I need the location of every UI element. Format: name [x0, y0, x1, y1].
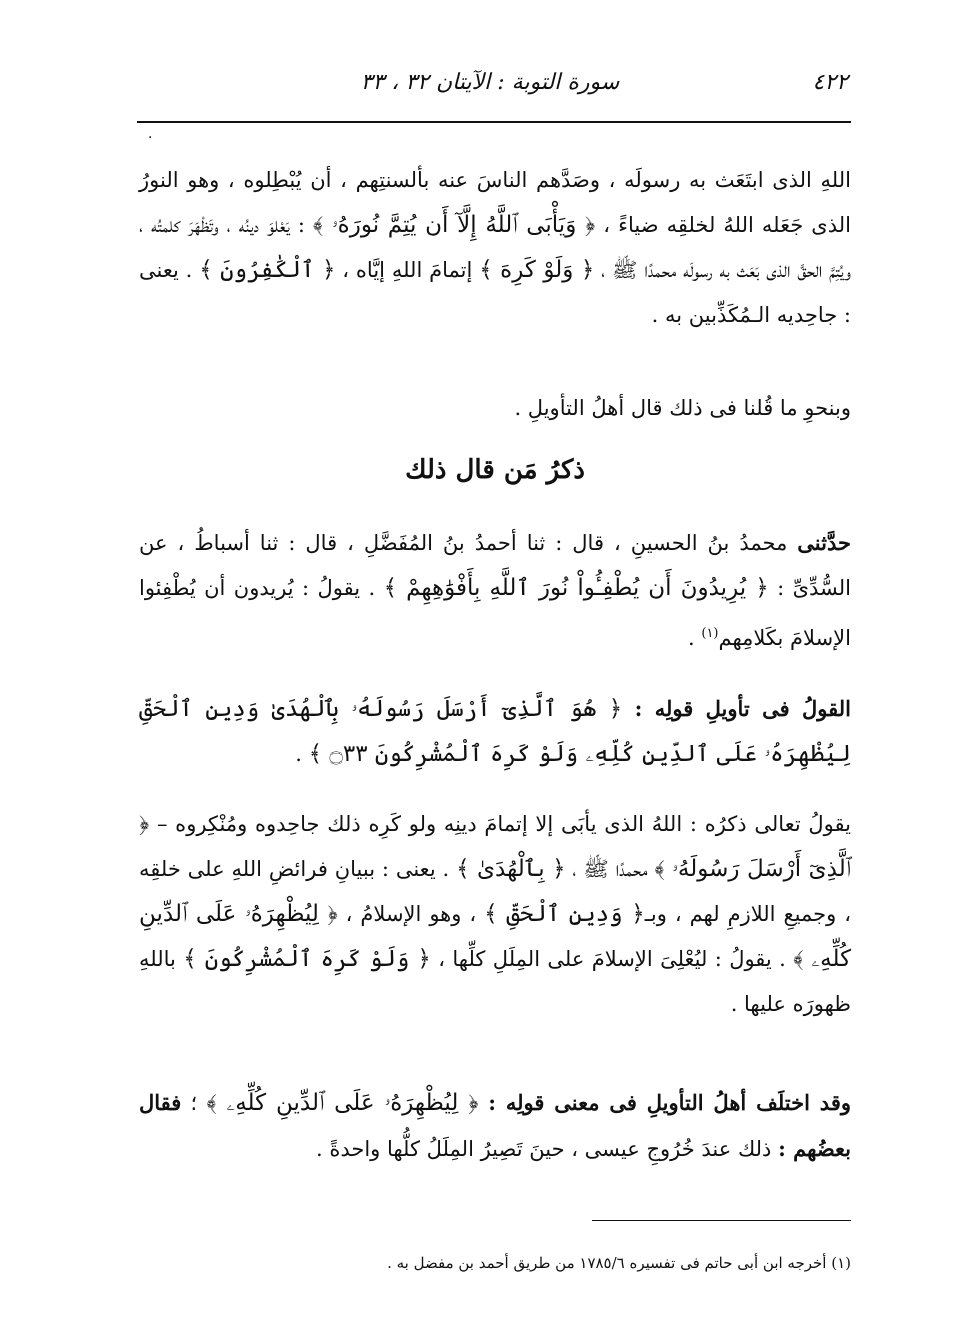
text-span: محمدًا ﷺ ، — [565, 857, 655, 881]
bold-lead: فقال بعضُهم : — [139, 1090, 851, 1161]
quran-quote: ﴿ بِٱلْهُدَىٰ ﴾ — [456, 856, 566, 882]
quran-quote: ﴿ ٱلْكَٰفِرُونَ ﴾ — [199, 257, 336, 283]
text-span: ؛ — [181, 1091, 207, 1115]
text-span: . يقولُ : ليُعْلِىَ الإسلامَ على المِلَلِ كلِّها ، — [430, 947, 794, 971]
quran-quote: ﴿ يُرِيدُونَ أَن يُطْفِـُٔواْ نُورَ ٱللَّهِ بِأَفْوَٰهِهِمْ ﴾ — [383, 575, 769, 601]
text-span: إتمامَ اللهِ إيَّاه ، — [335, 258, 480, 282]
quran-quote: ﴿ وَيَأْبَى ٱللَّهُ إِلَّآ أَن يُتِمَّ نُورَهُۥ ﴾ — [313, 212, 596, 238]
paragraph-6 — [139, 1080, 851, 1172]
quran-quote: ﴿ لِيُظْهِرَهُۥ عَلَى ٱلدِّينِ كُلِّهِۦ ﴾ — [139, 901, 852, 972]
text-span: . يعنى : ببيانِ فرائضِ اللهِ على خلقِه ، وجميعِ اللازمِ لهم ، وبـ — [139, 857, 851, 926]
quran-quote: ﴿ وَدِينِ ٱلْحَقِّ ﴾ — [484, 901, 645, 927]
page-number: ٤٢٢ — [812, 70, 848, 95]
paragraph-2: وبنحوِ ما قُلنا فى ذلك قال أهلُ التأويلِ . — [514, 396, 851, 420]
footnote-ref: (١) — [701, 626, 719, 641]
quran-quote: ﴿ لِيُظْهِرَهُۥ عَلَى ٱلدِّينِ كُلِّهِۦ ﴾ — [206, 1090, 489, 1116]
text-span: اللهِ الذى ابتَعَث به رسولَه ، وصَدَّهم الناسَ عنه بألسنتِهم ، أن يُبْطِلوه ، وهو النورُ الذى جَعَله اللهُ لخلقِه ضياءً ، — [139, 168, 851, 237]
paragraph-4 — [139, 686, 851, 777]
paragraph-3 — [139, 520, 851, 661]
quran-quote: ﴿ وَلَوْ كَرِهَ ٱلْمُشْرِكُونَ ﴾ — [183, 946, 431, 972]
bold-lead: القولُ فى تأويلِ قولِه : — [634, 696, 851, 721]
margin-dot: · — [148, 130, 153, 146]
footnote: (١) أخرجه ابن أبى حاتم فى تفسيره ١٧٨٥/٦ من طريق أحمد بن مفضل به . — [387, 1254, 851, 1272]
section-heading: ذكرُ مَن قال ذلك — [405, 455, 585, 485]
paragraph-1 — [139, 158, 851, 338]
quran-quote: ﴿ ٱلَّذِىٓ أَرْسَلَ رَسُولَهُۥ ﴾ — [139, 811, 851, 882]
text-span: . يقولُ : يُريدون أن يُطْفِئوا الإسلامَ بكَلامِهم — [139, 576, 851, 650]
quran-quote: ﴿ وَلَوْ كَرِهَ ﴾ — [479, 257, 595, 283]
header-rule — [137, 121, 851, 123]
text-span: ذلك عندَ خُرُوجِ عيسى ، حينَ تَصِيرُ المِلَلُ كلُّها واحدةً . — [315, 1137, 779, 1161]
text-span: محمدُ بنُ الحسينِ ، قال : ثنا أحمدُ بنُ المُفَضَّلِ ، قال : ثنا أسباطُ ، عن السُّدِّىِّ : — [139, 531, 852, 600]
text-span: باللهِ ظهورَه عليها . — [139, 947, 851, 1016]
running-header-title: سورة التوبة : الآيتان ٣٢ ، ٣٣ — [360, 70, 620, 95]
paragraph-5 — [139, 802, 851, 1027]
bold-lead: وقد اختلَف أهلُ التأويلِ فى معنى قولِه : — [488, 1090, 851, 1115]
text-span: . — [688, 626, 702, 650]
text-span: . يعنى : جاحِديه الـمُكَذِّبين به . — [139, 258, 851, 327]
text-span: ، وهو الإسلامُ ، — [337, 902, 485, 926]
footnote-rule — [592, 1220, 851, 1221]
text-span: . — [295, 742, 309, 766]
text-span: : يَعْلوَ دينُه ، وتَظْهَرَ كلمتُه ، ويُتِمَّ الحقَّ الذى بَعَث به رسولَه محمدًا ﷺ ، — [139, 213, 852, 282]
bold-lead: حدَّثنى — [797, 530, 851, 555]
text-span: يقولُ تعالى ذكرُه : اللهُ الذى يأبَى إلا إتمامَ دينِه ولو كَرِه ذلك جاحِدوه ومُنْكِروه – — [149, 812, 851, 836]
quran-quote: ﴿ هُوَ ٱلَّذِىٓ أَرْسَلَ رَسُولَهُۥ بِٱلْهُدَىٰ وَدِينِ ٱلْحَقِّ لِيُظْهِرَهُۥ عَلَى ٱلدِّينِ كُلِّهِۦ وَلَوْ كَرِهَ ٱلْمُشْرِكُونَ ۝٣٣ ﴾ — [139, 696, 851, 767]
